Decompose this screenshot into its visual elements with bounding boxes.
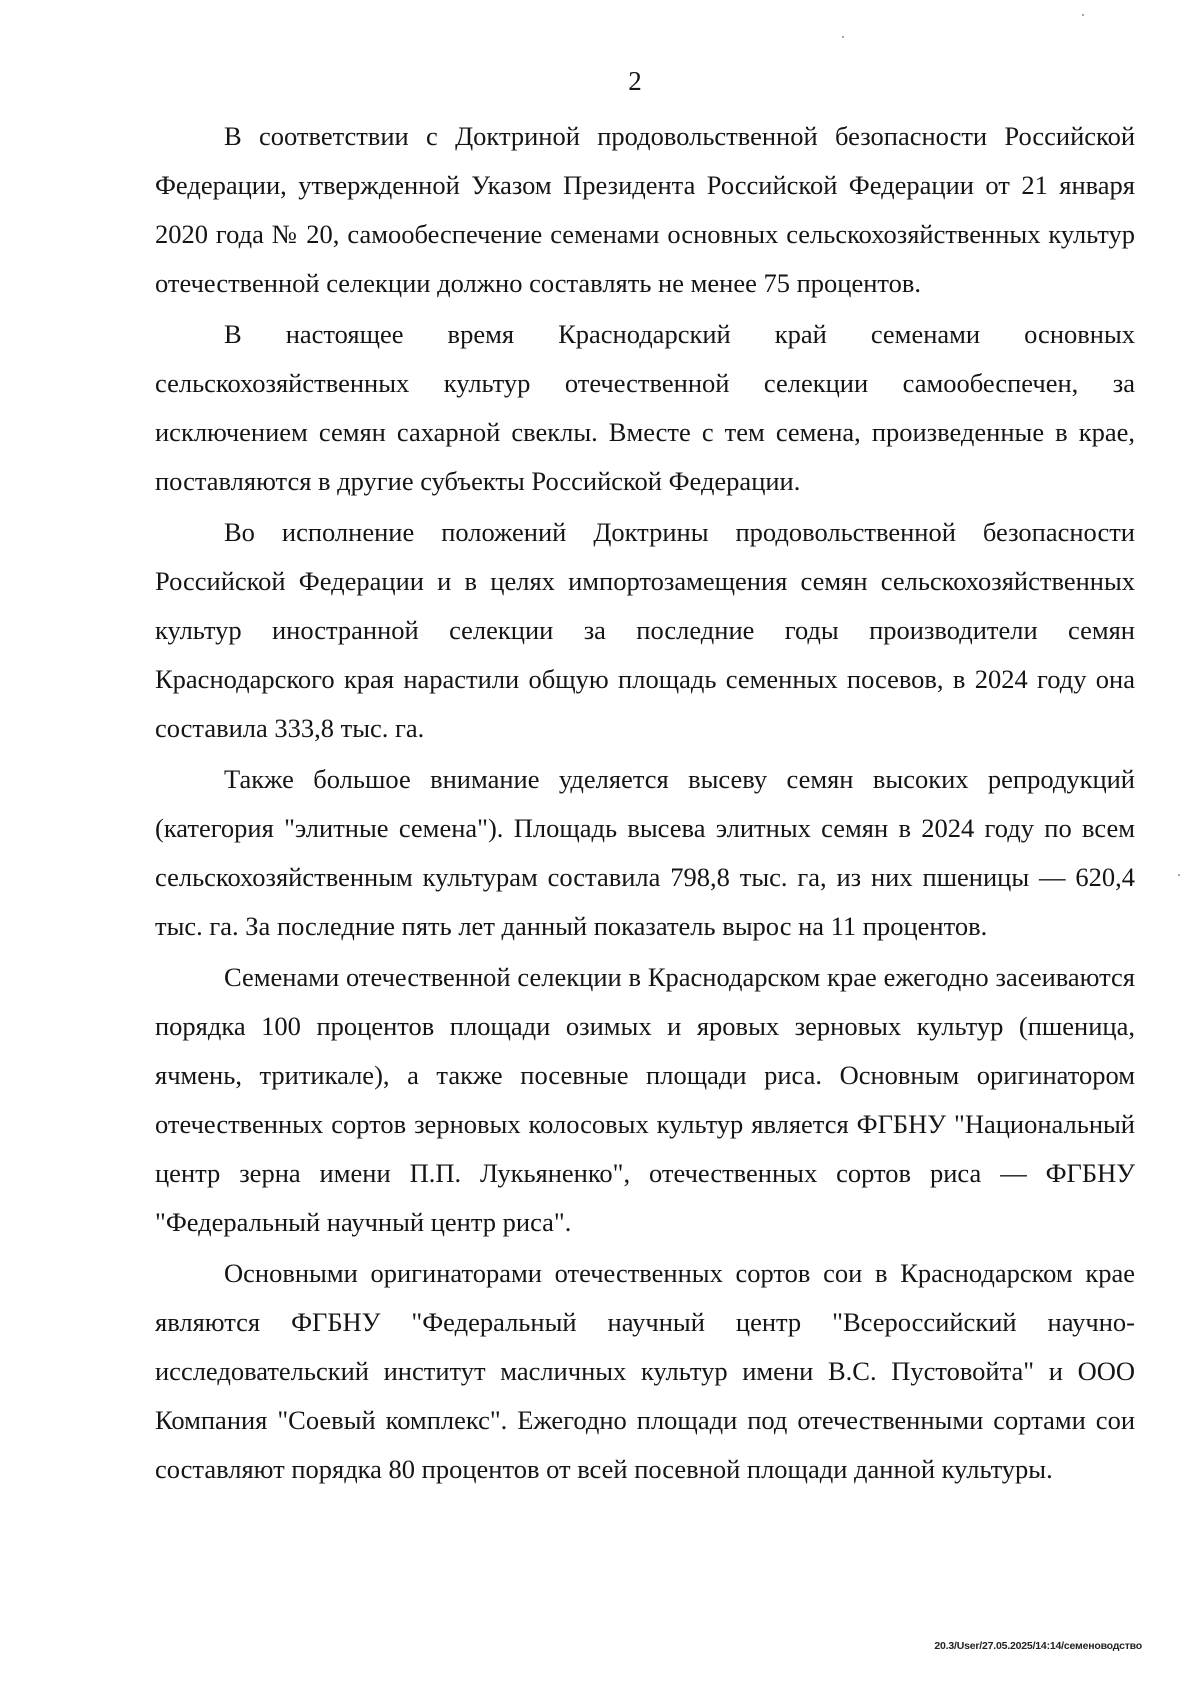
paragraph-elite-seeds: Также большое внимание уделяется высеву семян высоких репродукций (категория "элитные семена"). Площадь высева элитных семян в 2024 году по всем сельскохозяйственным культурам составила 798,8 тыс. га, из них пшеницы — 620,4 тыс. га. За последние пять лет данный показатель вырос на 11 процентов. bbox=[155, 764, 1135, 941]
scan-speck bbox=[1178, 874, 1180, 876]
document-footer-stamp: 20.3/User/27.05.2025/14:14/семеноводство bbox=[934, 1640, 1142, 1652]
scan-speck bbox=[842, 36, 844, 38]
paragraph-soy-originators: Основными оригинаторами отечественных сортов сои в Краснодарском крае являются ФГБНУ "Федеральный научный центр "Всероссийский научно-исследовательский институт масличных культур имени В.С. Пустовойта" и ООО Компания "Соевый комплекс". Ежегодно площади под отечественными сортами сои составляют порядка 80 процентов от всей посевной площади данной культуры. bbox=[155, 1258, 1135, 1484]
paragraph-krasnodar-self-sufficiency: В настоящее время Краснодарский край семенами основных сельскохозяйственных культур отечественной селекции самообеспечен, за исключением семян сахарной свеклы. Вместе с тем семена, произведенные в крае, поставляются в другие субъекты Российской Федерации. bbox=[155, 319, 1135, 496]
scan-speck bbox=[1082, 14, 1084, 16]
paragraph-seed-crop-area: Во исполнение положений Доктрины продовольственной безопасности Российской Федерации и в целях импортозамещения семян сельскохозяйственных культур иностранной селекции за последние годы производители семян Краснодарского края нарастили общую площадь семенных посевов, в 2024 году она составила 333,8 тыс. га. bbox=[155, 517, 1135, 743]
paragraph-grain-crops-originators: Семенами отечественной селекции в Краснодарском крае ежегодно засеиваются порядка 100 процентов площади озимых и яровых зерновых культур (пшеница, ячмень, тритикале), а также посевные площади риса. Основным оригинатором отечественных сортов зерновых колосовых культур является ФГБНУ "Национальный центр зерна имени П.П. Лукьяненко", отечественных сортов риса — ФГБНУ "Федеральный научный центр риса". bbox=[155, 962, 1135, 1237]
document-body bbox=[155, 112, 1135, 1494]
page-number: 2 bbox=[628, 66, 642, 96]
paragraph-food-security-doctrine: В соответствии с Доктриной продовольственной безопасности Российской Федерации, утвержденной Указом Президента Российской Федерации от 21 января 2020 года № 20, самообеспечение семенами основных сельскохозяйственных культур отечественной селекции должно составлять не менее 75 процентов. bbox=[155, 121, 1135, 298]
